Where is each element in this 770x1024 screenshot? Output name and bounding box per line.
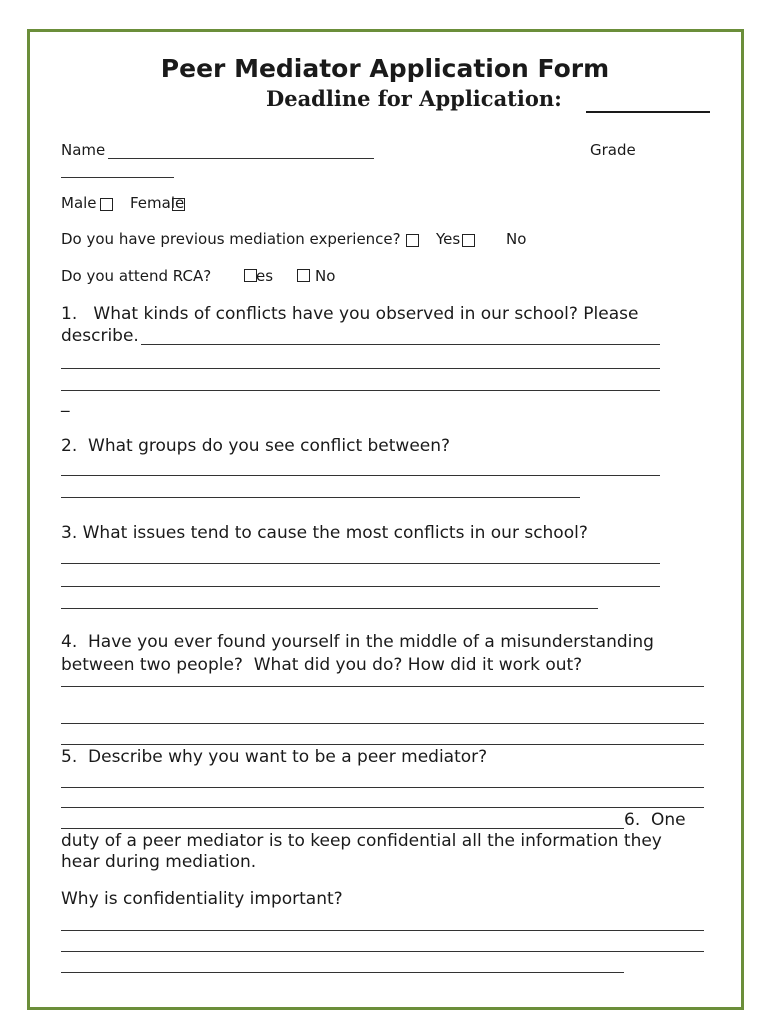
male-checkbox[interactable] xyxy=(100,198,113,211)
answer-3-line[interactable] xyxy=(61,586,660,587)
deadline-field[interactable] xyxy=(586,111,710,113)
answer-1-line[interactable] xyxy=(61,390,660,391)
question-5: 5. Describe why you want to be a peer mediator? xyxy=(61,747,488,767)
answer-4-line[interactable] xyxy=(61,744,704,745)
answer-5-line[interactable] xyxy=(61,807,704,808)
question-3: 3. What issues tend to cause the most conflicts in our school? xyxy=(61,523,588,543)
grade-field[interactable] xyxy=(61,177,174,178)
female-checkbox[interactable] xyxy=(172,198,185,211)
experience-yes-label: Yes xyxy=(436,230,461,248)
question-2: 2. What groups do you see conflict between? xyxy=(61,436,451,456)
male-label: Male xyxy=(61,194,97,212)
answer-6-line[interactable] xyxy=(61,930,704,931)
question-1-line1: 1. What kinds of conflicts have you observed in our school? Please xyxy=(61,304,639,324)
answer-3-line[interactable] xyxy=(61,608,598,609)
name-field[interactable] xyxy=(108,158,374,159)
answer-3-line[interactable] xyxy=(61,563,660,564)
answer-2-line[interactable] xyxy=(61,475,660,476)
experience-question: Do you have previous mediation experience? xyxy=(61,230,401,248)
answer-6-line[interactable] xyxy=(61,972,624,973)
answer-5-line[interactable] xyxy=(61,828,624,829)
answer-5-line[interactable] xyxy=(61,787,704,788)
answer-2-line[interactable] xyxy=(61,497,580,498)
deadline-label: Deadline for Application: xyxy=(266,86,562,111)
experience-no-checkbox[interactable] xyxy=(462,234,475,247)
female-label: Female xyxy=(130,194,185,212)
rca-no-checkbox[interactable] xyxy=(297,269,310,282)
question-6-line2: duty of a peer mediator is to keep confidential all the information they xyxy=(61,831,662,851)
grade-label: Grade xyxy=(590,141,636,159)
answer-1-line[interactable] xyxy=(61,368,660,369)
rca-yes-label: es xyxy=(256,267,274,285)
answer-4-line[interactable] xyxy=(61,723,704,724)
question-6-line3: hear during mediation. xyxy=(61,852,257,872)
answer-6-line[interactable] xyxy=(61,951,704,952)
question-4-line2: between two people? What did you do? How did it work out? xyxy=(61,655,583,675)
answer-4-line[interactable] xyxy=(61,686,704,687)
experience-yes-checkbox[interactable] xyxy=(406,234,419,247)
question-6-question: Why is confidentiality important? xyxy=(61,889,343,909)
answer-1-line[interactable] xyxy=(141,344,660,345)
question-1-line2: describe. xyxy=(61,326,139,346)
experience-no-label: No xyxy=(506,230,527,248)
question-6-start: 6. One xyxy=(624,810,686,830)
question-4-line1: 4. Have you ever found yourself in the middle of a misunderstanding xyxy=(61,632,654,652)
rca-no-label: No xyxy=(315,267,336,285)
rca-question: Do you attend RCA? xyxy=(61,267,212,285)
name-label: Name xyxy=(61,141,106,159)
form-title: Peer Mediator Application Form xyxy=(160,54,610,83)
answer-1-dash: _ xyxy=(61,393,70,413)
